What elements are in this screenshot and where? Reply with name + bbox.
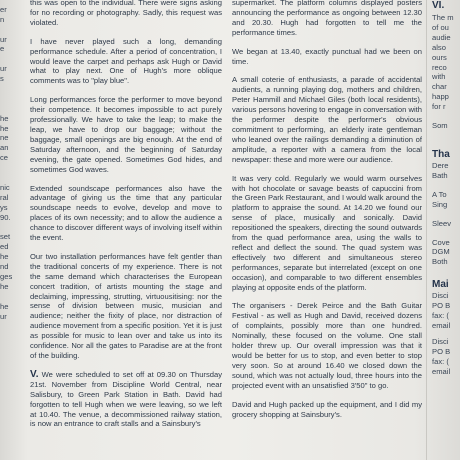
- paragraph: The organisers - Derek Peirce and the Bath Guitar Festival - as well as Hugh and David, received dozens of complaints, possibly more than one hundred. Nominally, these focused on the volume. One stall holder threw up. Our overall impression was that it would be better for us to stop, and even better to stop very soon. So at around 16.40 we closed down the sound, which was not actually loud, three hours into the projected event with an unsatisfied 3'50" to go.: [232, 301, 422, 390]
- section-heading-v: V.: [30, 368, 39, 380]
- paragraph: We began at 13.40, exactly punctual had we been on time.: [232, 46, 422, 66]
- right-column-fragments: VI. The m of ou audie also ours reco with char happ for r Som Tha Dere Bath A To Sing Sleev Cove DGM Both Mai Disci PO B fax: ( email Disci PO B fax: ( email: [432, 0, 460, 460]
- article-column-1: [30, 0, 222, 458]
- column-divider: [426, 0, 427, 460]
- paragraph: I have never played such a long, demanding performance schedule. After a period of concentration, I would leave the carpet and perhaps ask Hugh or David what to play next. One of Hugh's more oblique comments was to "play blue".: [30, 36, 222, 86]
- article-column-2: [232, 0, 422, 458]
- section-v-paragraph: V. We were scheduled to set off at 09.30 on Thursday 21st. November from Discipline World Central, near Salisbury, to Green Park Station in Bath. David had forgotten to tell Hugh when we were leaving, so we left at 10.40. The venue, a decommissioned railway station, is now an entrance to craft stalls and a Sainsbury's: [30, 368, 222, 429]
- left-column-fragments: er n ur e ur s he he ne an ce nic ral ys 90. set ed he nd ges he he ur: [0, 4, 13, 321]
- paragraph: Extended soundscape performances also have the advantage of giving us the time that any particular soundscape needs to evolve, develop and move to places of its own necessity; and to allow the audience a chance to discover different ways of involving itself within the event.: [30, 183, 222, 243]
- paragraph: supermarket. The platform columns displayed posters announcing the performance as ongoing between 12.30 and 20.30. Hugh had forgotten to tell me the performance times.: [232, 0, 422, 37]
- paragraph: It was very cold. Regularly we would warm ourselves with hot chocolate or savage beasts of capuccini from the Green Park Restaurant, and I would walk around the platform to appraise the sound. At 14.20 we found our sense of place, musically and sonically. David repositioned the speakers, directing the sound outwards from the quad performance area, using the walls to reflect and deflect the sound. The quad system was effectively two different and simultaneous stereo performances, separate but interrelated (except on one occasion), and comparable to two different ensembles playing at opposite ends of the platform.: [232, 173, 422, 292]
- paragraph: this was open to the individual. There were signs asking for no recording or photography. Sadly, this request was violated.: [30, 0, 222, 27]
- paragraph: Long performances force the performer to move beyond their competence. It becomes impossible to act purely professionally. We have to take the leap; to make the leap, we have to drop our baggage; without the baggage, small openings are big enough. At the end of Saturday afternoon, and the beginning of Saturday evening, the gate opened. Sometimes God hides, and sometimes God waves.: [30, 95, 222, 174]
- paragraph: Our two installation performances have felt gentler than the traditional concerts of my experience. There is not the same demand which characterises the European concert tradition, of artists mounting the stage and declaiming, impressing, strutting, virtuousitising: nor the sense of division between music, musician and audience; neither the fixity of place, nor distraction of audience movement from a specific position. Yet it is just as possible for music to lean over and take us into its confidence. Nor all the gates to Paradise are at the front of the building.: [30, 251, 222, 360]
- paragraph: David and Hugh packed up the equipment, and I did my grocery shopping at Sainsbury's.: [232, 399, 422, 419]
- paragraph: A small coterie of enthusiasts, a parade of accidental audients, a running playing dog, mothers and children, Peter Hammill and Michael Giles (both local residents), various persons hovering to engage in conversation with the performer despite the performer's obvious commitment to performing, an elderly irate gentleman who leaned over the railings demanding a diminution of amplitude, a reporter with a camera from the local newspaper: these and more were our audience.: [232, 75, 422, 164]
- section-heading-mail: Mai: [432, 279, 449, 291]
- section-heading-vi: VI.: [432, 0, 445, 11]
